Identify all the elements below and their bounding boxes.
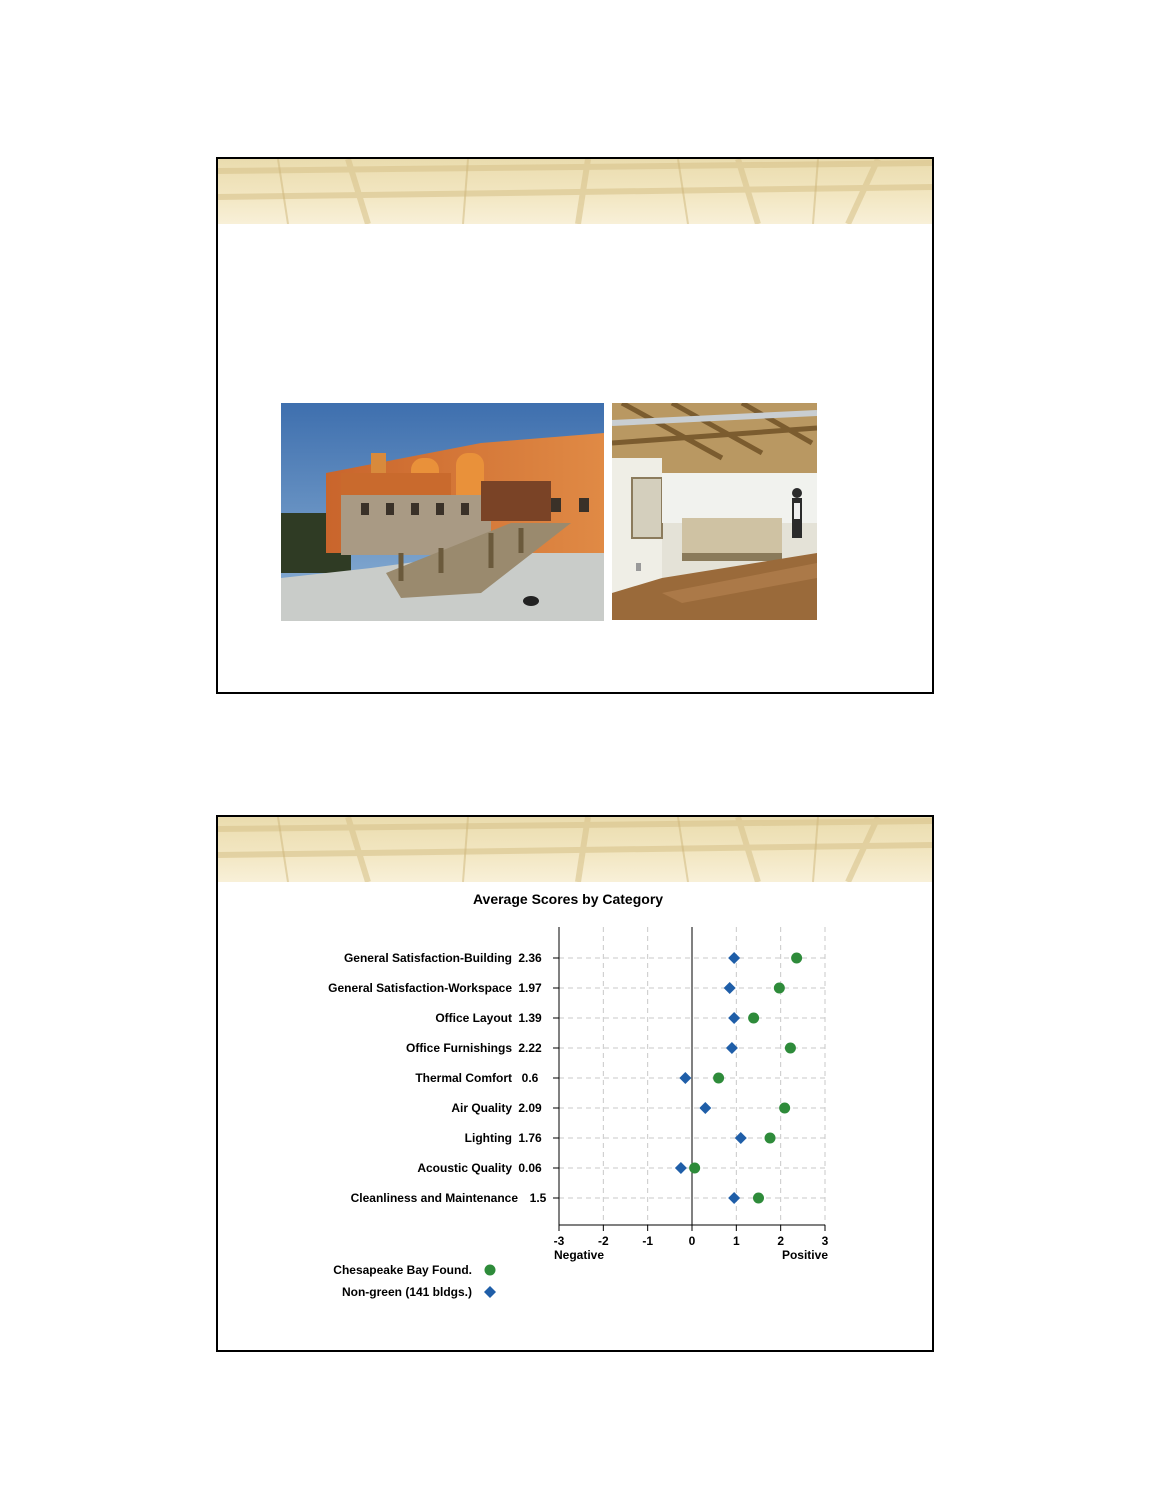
category-score-label: 1.39 xyxy=(518,1011,542,1025)
x-tick-label: -1 xyxy=(642,1234,654,1248)
chart-axes xyxy=(553,927,829,1248)
x-tick-label: 0 xyxy=(688,1234,696,1248)
x-tick-label: 2 xyxy=(777,1234,785,1248)
banner-pattern xyxy=(218,159,932,224)
x-axis-positive-label: Positive xyxy=(781,1248,828,1262)
circle-marker xyxy=(779,1103,790,1114)
circle-marker xyxy=(791,953,802,964)
diamond-marker xyxy=(728,1192,740,1204)
category-label: Cleanliness and Maintenance xyxy=(350,1191,518,1205)
category-score-label: 1.97 xyxy=(518,981,542,995)
banner-pattern xyxy=(218,817,932,882)
building-exterior-photo xyxy=(281,403,604,621)
category-score-label: 0.06 xyxy=(518,1161,542,1175)
diamond-marker xyxy=(484,1286,496,1298)
diamond-marker xyxy=(735,1132,747,1144)
circle-marker xyxy=(485,1265,496,1276)
diamond-marker xyxy=(728,952,740,964)
average-scores-chart xyxy=(218,882,932,1350)
circle-marker xyxy=(785,1043,796,1054)
category-label: Office Furnishings xyxy=(405,1041,512,1055)
category-score-label: 1.5 xyxy=(529,1191,547,1205)
circle-marker xyxy=(774,983,785,994)
office-interior-photo xyxy=(612,403,817,620)
category-label: General Satisfaction-Workspace xyxy=(328,981,512,995)
category-score-label: 2.09 xyxy=(518,1101,542,1115)
legend-label: Chesapeake Bay Found. xyxy=(333,1263,472,1277)
diamond-marker xyxy=(724,982,736,994)
circle-marker xyxy=(689,1163,700,1174)
category-labels xyxy=(328,951,547,1205)
category-label: Air Quality xyxy=(451,1101,512,1115)
category-label: Lighting xyxy=(464,1131,512,1145)
legend-label: Non-green (141 bldgs.) xyxy=(341,1285,472,1299)
x-tick-label: -3 xyxy=(553,1234,565,1248)
slide-1 xyxy=(216,157,934,694)
slide-header-banner xyxy=(218,159,932,224)
chart-title: Average Scores by Category xyxy=(472,891,664,907)
diamond-marker xyxy=(728,1012,740,1024)
category-score-label: 0.6 xyxy=(521,1071,539,1085)
circle-marker xyxy=(748,1013,759,1024)
category-label: General Satisfaction-Building xyxy=(343,951,512,965)
circle-marker xyxy=(753,1193,764,1204)
slide-2 xyxy=(216,815,934,1352)
diamond-marker xyxy=(675,1162,687,1174)
circle-marker xyxy=(765,1133,776,1144)
circle-marker xyxy=(713,1073,724,1084)
x-tick-label: -2 xyxy=(597,1234,609,1248)
category-label: Acoustic Quality xyxy=(417,1161,512,1175)
category-score-label: 2.36 xyxy=(518,951,542,965)
slide-header-banner xyxy=(218,817,932,882)
x-tick-label: 1 xyxy=(732,1234,740,1248)
chart-legend xyxy=(333,1263,496,1299)
x-axis-negative-label: Negative xyxy=(554,1248,605,1262)
category-label: Thermal Comfort xyxy=(415,1071,512,1085)
diamond-marker xyxy=(726,1042,738,1054)
diamond-marker xyxy=(679,1072,691,1084)
category-label: Office Layout xyxy=(435,1011,512,1025)
diamond-marker xyxy=(699,1102,711,1114)
category-score-label: 2.22 xyxy=(518,1041,542,1055)
chart-marks xyxy=(675,952,802,1204)
category-score-label: 1.76 xyxy=(518,1131,542,1145)
x-tick-label: 3 xyxy=(821,1234,829,1248)
